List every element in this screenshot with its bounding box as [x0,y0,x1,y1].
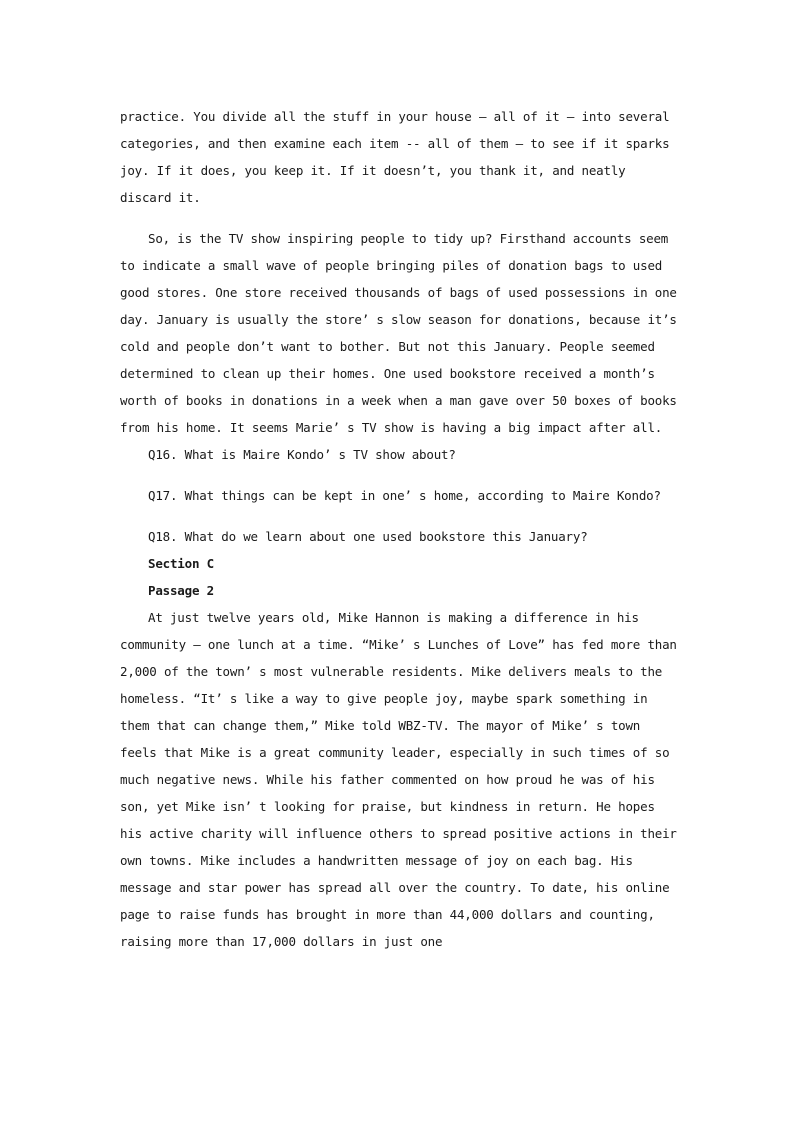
section-heading: Section C [148,556,214,571]
paragraph-mike-hannon: At just twelve years old, Mike Hannon is making a difference in his community — one lunch at a time. “Mike’ s Lunches of Love” has fed more than 2,000 of the town’ s most vulnerable residents. Mike delivers meals to the homeless. “It’ s like a way to give people joy, maybe spark something in them that can change them,” Mike told WBZ-TV. The mayor of Mike’ s town feels that Mike is a great community leader, especially in such times of so much negative news. While his father commented on how proud he was of his son, yet Mike isn’ t looking for praise, but kindness in return. He hopes his active charity will influence others to spread positive actions in their own towns. Mike includes a handwritten message of joy on each bag. His message and star power has spread all over the country. To date, his online page to raise funds has brought in more than 44,000 dollars and counting, raising more than 17,000 dollars in just one [120,610,677,949]
paragraph-tidying-method: practice. You divide all the stuff in your house — all of it — into several categories, and then examine each item -- all of them — to see if it sparks joy. If it does, you keep it. If it doesn’t, you thank it, and neatly discard it. [120,109,670,205]
question-16: Q16. What is Maire Kondo’ s TV show about? [148,447,456,462]
paragraph-tv-show-impact: So, is the TV show inspiring people to tidy up? Firsthand accounts seem to indicate a small wave of people bringing piles of donation bags to used good stores. One store received thousands of bags of used possessions in one day. January is usually the store’ s slow season for donations, because it’s cold and people don’t want to bother. But not this January. People seemed determined to clean up their homes. One used bookstore received a month’s worth of books in donations in a week when a man gave over 50 boxes of books from his home. It seems Marie’ s TV show is having a big impact after all. [120,231,677,435]
document-body [120,103,680,955]
passage-heading: Passage 2 [148,583,214,598]
question-17: Q17. What things can be kept in one’ s home, according to Maire Kondo? [148,488,661,503]
question-18: Q18. What do we learn about one used bookstore this January? [148,529,588,544]
